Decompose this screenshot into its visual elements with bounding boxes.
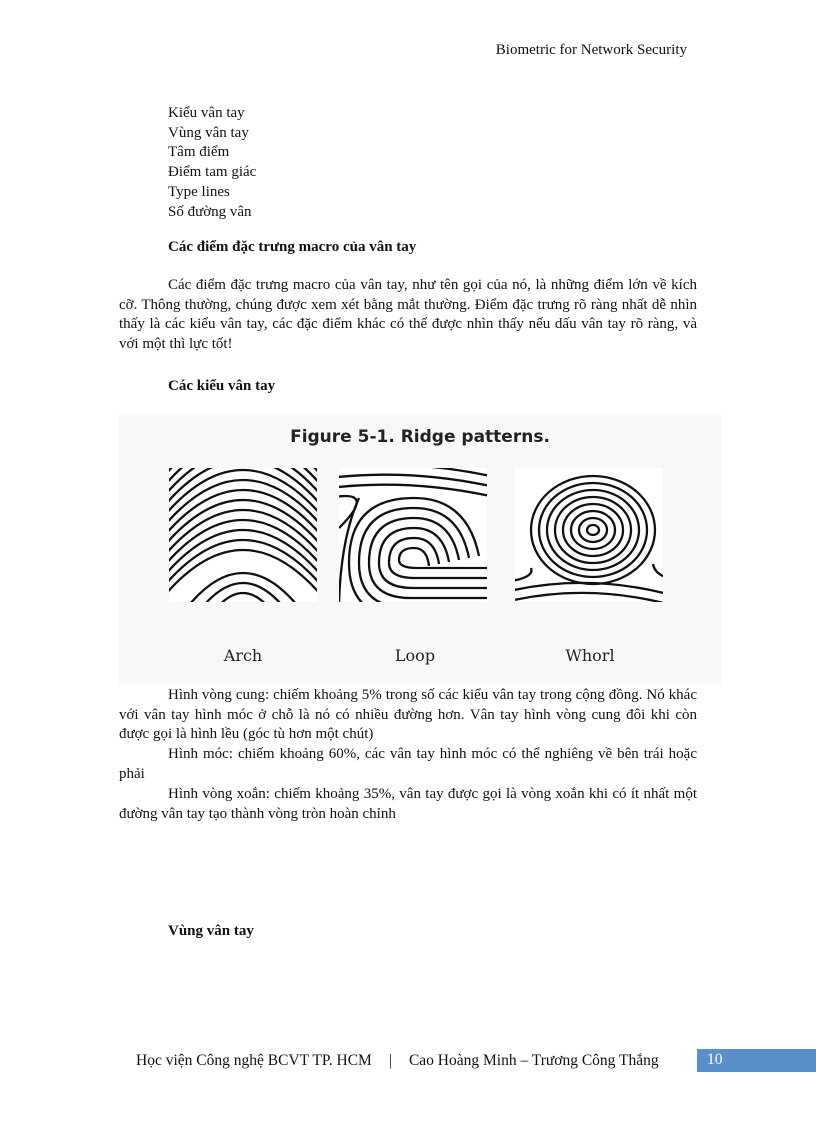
figure-title: Figure 5-1. Ridge patterns.: [290, 427, 550, 447]
list-item: Tâm điểm: [168, 144, 230, 161]
macro-heading: Các điểm đặc trưng macro của vân tay: [168, 239, 417, 255]
list-item: Điểm tam giác: [168, 164, 257, 181]
footer-authors: Cao Hoàng Minh – Trương Công Thắng: [408, 1052, 659, 1069]
list-item: Vùng vân tay: [168, 124, 249, 141]
list-item: Type lines: [168, 183, 230, 200]
types-heading: Các kiểu vân tay: [168, 378, 276, 394]
loop-description: Hình móc: chiếm khoảng 60%, các vân tay hình móc có thể nghiêng về bên trái hoặc phải: [119, 746, 697, 782]
page-header: Biometric for Network Security: [495, 42, 687, 58]
list-item: Kiểu vân tay: [168, 105, 245, 121]
arch-label: Arch: [223, 646, 263, 665]
arch-fingerprint-image: [169, 468, 317, 602]
macro-paragraph: Các điểm đặc trưng macro của vân tay, như tên gọi của nó, là những điểm lớn về kích cỡ. Thông thường, chúng được xem xét bằng mắt thường. Điểm đặc trưng rõ ràng nhất dễ nhìn thấy là các kiểu vân tay, các đặc điểm khác có thể được nhìn thấy nếu dấu vân tay rõ ràng, và với một thì lực tốt!: [119, 277, 697, 352]
page-number-box: [697, 1049, 816, 1072]
arch-description: Hình vòng cung: chiếm khoảng 5% trong số các kiểu vân tay trong cộng đồng. Nó khác với vân tay hình móc ở chỗ là nó có nhiều đường hơn. Vân tay hình vòng cung đôi khi còn được gọi là hình lều (góc tù hơn một chút): [119, 687, 697, 743]
topic-list: [168, 104, 256, 222]
footer-institution: Học viện Công nghệ BCVT TP. HCM: [136, 1052, 372, 1069]
loop-label: Loop: [394, 646, 436, 665]
whorl-fingerprint-image: [515, 468, 663, 602]
whorl-label: Whorl: [565, 646, 615, 665]
page-footer: [136, 1052, 659, 1070]
page-number: 10: [707, 1051, 723, 1068]
region-heading: Vùng vân tay: [168, 923, 254, 939]
loop-fingerprint-image: [339, 468, 487, 602]
whorl-description: Hình vòng xoắn: chiếm khoảng 35%, vân tay được gọi là vòng xoắn khi có ít nhất một đường vân tay tạo thành vòng tròn hoàn chỉnh: [119, 786, 697, 822]
footer-separator: |: [388, 1052, 392, 1069]
ridge-patterns-figure: [119, 414, 721, 684]
list-item: Số đường vân: [168, 203, 252, 220]
